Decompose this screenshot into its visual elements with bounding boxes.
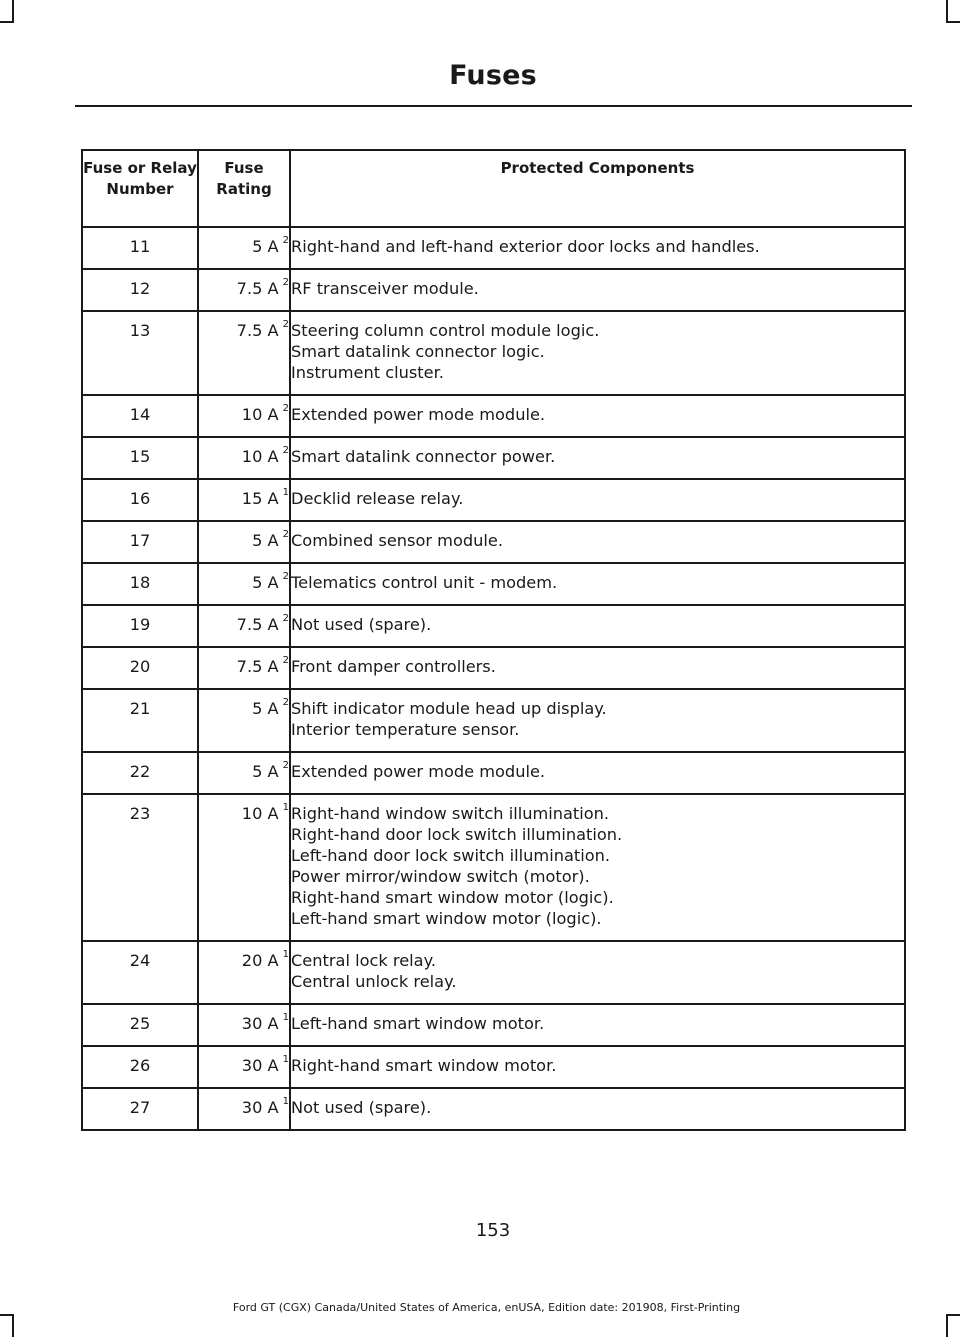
footnote-marker: 2 <box>282 571 289 582</box>
component-line: Combined sensor module. <box>291 531 503 550</box>
protected-components <box>290 1004 905 1046</box>
table-row <box>82 752 905 794</box>
crop-mark-bottom-right-h <box>946 1314 960 1316</box>
header-rule <box>75 105 912 107</box>
table-header-row <box>82 150 905 227</box>
fuse-rating-cell <box>198 479 290 521</box>
protected-components <box>290 1088 905 1130</box>
fuse-number: 18 <box>82 563 198 605</box>
fuse-rating: 10 A <box>241 447 279 466</box>
component-line: Instrument cluster. <box>291 363 444 382</box>
fuse-rating-cell <box>198 521 290 563</box>
component-line: Extended power mode module. <box>291 405 546 424</box>
fuse-rating-cell <box>198 227 290 269</box>
footnote-marker: 2 <box>282 613 289 624</box>
footnote-marker: 1 <box>282 1012 289 1023</box>
fuse-number: 16 <box>82 479 198 521</box>
table-row <box>82 311 905 395</box>
protected-components <box>290 479 905 521</box>
fuse-rating-cell <box>198 437 290 479</box>
protected-components <box>290 794 905 941</box>
fuse-number: 23 <box>82 794 198 941</box>
component-line: Power mirror/window switch (motor). <box>291 867 590 886</box>
fuse-rating: 5 A <box>252 531 279 550</box>
fuse-rating-cell <box>198 1088 290 1130</box>
fuse-number: 27 <box>82 1088 198 1130</box>
table-row <box>82 479 905 521</box>
header-protected-components: Protected Components <box>290 150 905 227</box>
component-line: Not used (spare). <box>291 615 432 634</box>
table-row <box>82 395 905 437</box>
component-line: Right-hand smart window motor (logic). <box>291 888 614 907</box>
footnote-marker: 1 <box>282 1096 289 1107</box>
fuse-number: 24 <box>82 941 198 1004</box>
fuse-table <box>81 149 906 1131</box>
table-row <box>82 269 905 311</box>
protected-components <box>290 647 905 689</box>
fuse-rating: 30 A <box>241 1098 279 1117</box>
protected-components <box>290 521 905 563</box>
page-number: 153 <box>475 1220 511 1241</box>
table-row <box>82 647 905 689</box>
fuse-number: 22 <box>82 752 198 794</box>
fuse-number: 17 <box>82 521 198 563</box>
component-line: Interior temperature sensor. <box>291 720 520 739</box>
fuse-rating-cell <box>198 311 290 395</box>
component-line: Right-hand and left-hand exterior door locks and handles. <box>291 237 760 256</box>
footnote-marker: 1 <box>282 487 289 498</box>
fuse-rating-cell <box>198 794 290 941</box>
protected-components <box>290 395 905 437</box>
component-line: Not used (spare). <box>291 1098 432 1117</box>
fuse-rating: 30 A <box>241 1014 279 1033</box>
fuse-number: 19 <box>82 605 198 647</box>
footnote-marker: 2 <box>282 445 289 456</box>
fuse-number: 20 <box>82 647 198 689</box>
crop-mark-bottom-left-v <box>12 1314 14 1337</box>
fuse-rating: 20 A <box>241 951 279 970</box>
component-line: Front damper controllers. <box>291 657 496 676</box>
protected-components <box>290 605 905 647</box>
fuse-rating: 30 A <box>241 1056 279 1075</box>
fuse-rating: 5 A <box>252 699 279 718</box>
header-fuse-rating: Fuse Rating <box>198 150 290 227</box>
table-row <box>82 605 905 647</box>
footnote-marker: 2 <box>282 277 289 288</box>
table-row <box>82 689 905 752</box>
table-body <box>82 227 905 1130</box>
crop-mark-top-left-v <box>12 0 14 22</box>
component-line: Smart datalink connector logic. <box>291 342 545 361</box>
component-line: Central unlock relay. <box>291 972 457 991</box>
fuse-rating: 5 A <box>252 237 279 256</box>
fuse-rating: 7.5 A <box>236 657 279 676</box>
fuse-rating-cell <box>198 1046 290 1088</box>
footnote-marker: 2 <box>282 403 289 414</box>
table-row <box>82 1046 905 1088</box>
component-line: Central lock relay. <box>291 951 436 970</box>
fuse-number: 14 <box>82 395 198 437</box>
footnote-marker: 1 <box>282 802 289 813</box>
fuse-number: 21 <box>82 689 198 752</box>
fuse-rating: 10 A <box>241 405 279 424</box>
footnote-marker: 2 <box>282 760 289 771</box>
fuse-number: 11 <box>82 227 198 269</box>
protected-components <box>290 941 905 1004</box>
component-line: Extended power mode module. <box>291 762 546 781</box>
table-row <box>82 794 905 941</box>
component-line: Left-hand smart window motor (logic). <box>291 909 602 928</box>
fuse-rating-cell <box>198 605 290 647</box>
component-line: RF transceiver module. <box>291 279 479 298</box>
crop-mark-bottom-right-v <box>946 1314 948 1337</box>
fuse-rating: 5 A <box>252 762 279 781</box>
footnote-marker: 2 <box>282 319 289 330</box>
footnote-marker: 1 <box>282 1054 289 1065</box>
crop-mark-top-right-h <box>946 21 960 23</box>
fuse-rating-cell <box>198 689 290 752</box>
crop-mark-bottom-left-h <box>0 1314 14 1316</box>
fuse-rating: 5 A <box>252 573 279 592</box>
fuse-rating-cell <box>198 752 290 794</box>
fuse-number: 25 <box>82 1004 198 1046</box>
fuse-rating: 10 A <box>241 804 279 823</box>
fuse-rating-cell <box>198 647 290 689</box>
protected-components <box>290 269 905 311</box>
fuse-rating-cell <box>198 1004 290 1046</box>
component-line: Right-hand window switch illumination. <box>291 804 610 823</box>
component-line: Smart datalink connector power. <box>291 447 556 466</box>
fuse-number: 13 <box>82 311 198 395</box>
header-fuse-number: Fuse or Relay Number <box>82 150 198 227</box>
component-line: Telematics control unit - modem. <box>291 573 558 592</box>
fuse-rating-cell <box>198 563 290 605</box>
table-row <box>82 1004 905 1046</box>
protected-components <box>290 689 905 752</box>
component-line: Left-hand door lock switch illumination. <box>291 846 611 865</box>
page-title: Fuses <box>449 60 537 91</box>
fuse-number: 12 <box>82 269 198 311</box>
fuse-rating: 15 A <box>241 489 279 508</box>
component-line: Right-hand door lock switch illumination. <box>291 825 623 844</box>
footnote-marker: 1 <box>282 949 289 960</box>
component-line: Left-hand smart window motor. <box>291 1014 545 1033</box>
table-row <box>82 437 905 479</box>
protected-components <box>290 563 905 605</box>
component-line: Right-hand smart window motor. <box>291 1056 557 1075</box>
fuse-rating-cell <box>198 395 290 437</box>
footnote-marker: 2 <box>282 529 289 540</box>
protected-components <box>290 437 905 479</box>
footnote-marker: 2 <box>282 655 289 666</box>
table-row <box>82 227 905 269</box>
footnote-marker: 2 <box>282 235 289 246</box>
table-row <box>82 941 905 1004</box>
table-row <box>82 521 905 563</box>
protected-components <box>290 311 905 395</box>
table-row <box>82 1088 905 1130</box>
fuse-rating: 7.5 A <box>236 321 279 340</box>
component-line: Steering column control module logic. <box>291 321 600 340</box>
crop-mark-top-right-v <box>946 0 948 22</box>
component-line: Decklid release relay. <box>291 489 464 508</box>
fuse-number: 26 <box>82 1046 198 1088</box>
protected-components <box>290 227 905 269</box>
fuse-rating-cell <box>198 941 290 1004</box>
fuse-rating-cell <box>198 269 290 311</box>
protected-components <box>290 1046 905 1088</box>
table-row <box>82 563 905 605</box>
fuse-rating: 7.5 A <box>236 615 279 634</box>
footnote-marker: 2 <box>282 697 289 708</box>
fuse-rating: 7.5 A <box>236 279 279 298</box>
protected-components <box>290 752 905 794</box>
fuse-number: 15 <box>82 437 198 479</box>
crop-mark-top-left-h <box>0 21 14 23</box>
page-footer: Ford GT (CGX) Canada/United States of America, enUSA, Edition date: 201908, First-Printing <box>232 1301 741 1314</box>
component-line: Shift indicator module head up display. <box>291 699 607 718</box>
